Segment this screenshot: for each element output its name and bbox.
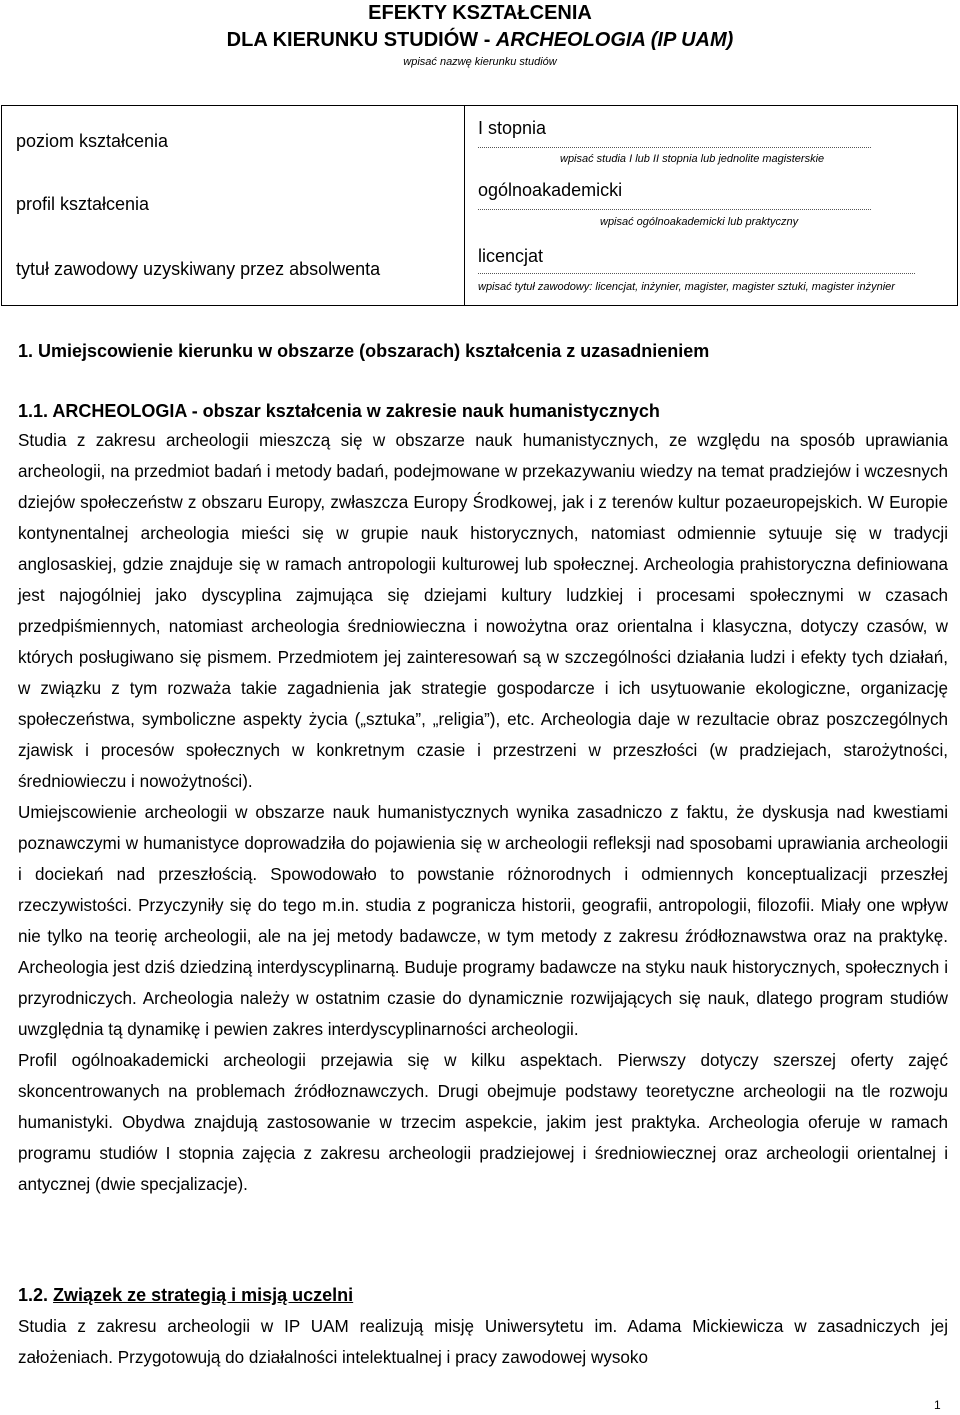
section-1-2-title: Związek ze strategią i misją uczelni — [53, 1285, 354, 1305]
program-title-hint: wpisać nazwę kierunku studiów — [403, 56, 557, 68]
hint-education-profile: wpisać ogólnoakademicki lub praktyczny — [600, 216, 799, 228]
page-number: 1 — [934, 1398, 941, 1412]
paragraph: Studia z zakresu archeologii w IP UAM realizują misję Uniwersytetu im. Adama Mickiewicza w zasadniczych jej założeniach. Przygotowują do działalności intelektualnej i pracy zawodowej wysoko — [18, 1317, 948, 1367]
hint-professional-title: wpisać tytuł zawodowy: licencjat, inżynier, magister, magister sztuki, magister inżynier — [478, 281, 895, 293]
value-professional-title: licencjat — [478, 246, 544, 266]
label-education-level: poziom kształcenia — [16, 131, 169, 151]
label-professional-title: tytuł zawodowy uzyskiwany przez absolwenta — [16, 259, 381, 279]
hint-education-level: wpisać studia I lub II stopnia lub jednolite magisterskie — [560, 153, 825, 165]
section-1-1-heading: 1.1. ARCHEOLOGIA - obszar kształcenia w zakresie nauk humanistycznych — [18, 401, 660, 421]
info-table — [1, 105, 958, 306]
dotted-line — [478, 273, 915, 274]
section-1-2-body — [18, 1311, 948, 1373]
program-title — [0, 28, 960, 52]
program-title-prefix: DLA KIERUNKU STUDIÓW - — [226, 29, 496, 51]
value-education-profile: ogólnoakademicki — [478, 180, 623, 200]
section-1-heading: 1. Umiejscowienie kierunku w obszarze (obszarach) kształcenia z uzasadnieniem — [18, 341, 710, 361]
section-1-2-number: 1.2. — [18, 1285, 49, 1305]
dotted-line — [478, 147, 871, 148]
paragraph: Umiejscowienie archeologii w obszarze nauk humanistycznych wynika zasadniczo z faktu, że dyskusja nad kwestiami poznawczymi w humanistyce doprowadziła do pojawienia się w archeologii refleksji nad sposobami uprawiania archeologii i dociekań nad przeszłością. Spowodowało to powstanie różnorodnych i odmiennych konceptualizacji przeszłej rzeczywistości. Przyczyniły się do tego m.in. studia z pogranicza historii, geografii, antropologii, filozofii. Miały one wpływ nie tylko na teorię archeologii, ale na jej metody badawcze, w tym metody z zakresu źródłoznawstwa oraz na praktykę. Archeologia jest dziś dziedziną interdyscyplinarną. Budujе programy badawcze na styku nauk historycznych, społecznych i przyrodniczych. Archeologia należy w ostatnim czasie do dynamicznie rozwijających się nauk, dlatego program studiów uwzględnia tą dynamikę i pewien zakres interdyscyplinarności archeologii. — [18, 803, 948, 1039]
value-education-level: I stopnia — [478, 118, 547, 138]
document-title: EFEKTY KSZTAŁCENIA — [368, 2, 592, 24]
program-name: ARCHEOLOGIA (IP UAM) — [495, 29, 734, 51]
label-education-profile: profil kształcenia — [16, 194, 150, 214]
section-1-1-body — [18, 425, 948, 1200]
table-divider — [464, 106, 465, 305]
paragraph: Profil ogólnoakademicki archeologii przejawia się w kilku aspektach. Pierwszy dotyczy szerszej oferty zajęć skoncentrowanych na problemach źródłoznawczych. Drugi obejmuje podstawy teoretyczne archeologii na tle rozwoju humanistyki. Obydwa znajdują zastosowanie w trzecim aspekcie, jakim jest praktyka. Archeologia oferuje w ramach programu studiów I stopnia zajęcia z zakresu archeologii pradziejowej i średniowiecznej oraz archeologii orientalnej i antycznej (dwie specjalizacje). — [18, 1051, 948, 1194]
dotted-line — [478, 209, 871, 210]
section-1-2-heading — [18, 1284, 353, 1306]
paragraph: Studia z zakresu archeologii mieszczą się w obszarze nauk humanistycznych, ze względu na sposób uprawiania archeologii, na przedmiot badań i metody badań, podejmowane w przekazywaniu wiedzy na temat pradziejów i wczesnych dziejów społeczeństw z obszaru Europy, zwłaszcza Europy Środkowej, jak i z terenów kultur pozaeuropejskich. W Europie kontynentalnej archeologia mieści się w grupie nauk historycznych, natomiast odmiennie sytuuje się w tradycji anglosaskiej, gdzie znajduje się w ramach antropologii kulturowej lub społecznej. Archeologia prahistoryczna definiowana jest najogólniej jako dyscyplina zajmująca się dziejami kultury ludzkiej i procesami społecznymi w czasach przedpiśmiennych, natomiast archeologia średniowieczna i nowożytna oraz orientalna i klasyczna, dotyczy czasów, w których posługiwano się pismem. Przedmiotem jej zainteresowań są w szczególności działania ludzi i efekty tych działań, w związku z tym rozważa takie zagadnienia jak strategie gospodarcze i ich usytuowanie ekologiczne, organizację społeczeństwa, symboliczne aspekty życia („sztuka”, „religia”), etc. Archeologia daje w rezultacie obraz poszczególnych zjawisk i procesów społecznych w konkretnym czasie i przestrzeni w przeszłości (w pradziejach, starożytności, średniowieczu i nowożytności). — [18, 431, 948, 791]
